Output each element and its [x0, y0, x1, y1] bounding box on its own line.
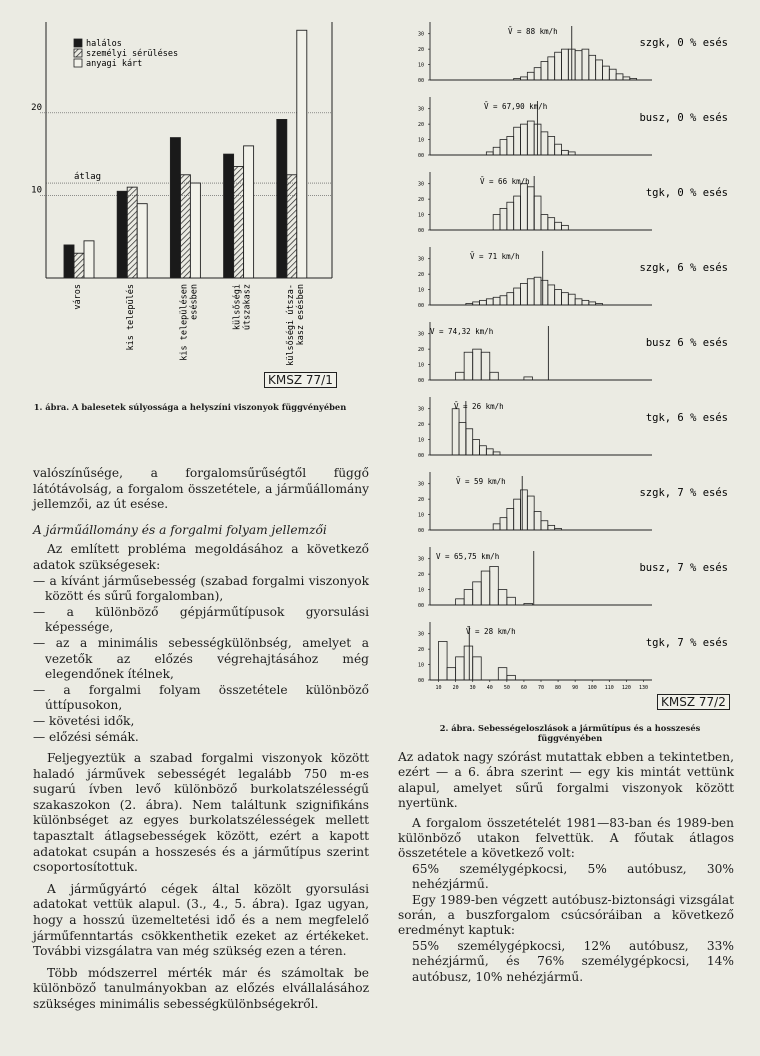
list-item: — a forgalmi folyam összetétele különböző úttípusokon,: [33, 682, 369, 713]
y-tick-label: 10: [418, 287, 425, 294]
mean-label: V̄ = 26 km/h: [454, 402, 504, 411]
histogram-bar: [481, 571, 490, 605]
histogram-bar: [464, 646, 473, 680]
histogram-bar: [456, 657, 465, 680]
histogram-bar: [555, 222, 562, 230]
paragraph: A forgalom összetételét 1981—83-ban és 1989-ben különböző utakon felvettük. A főutak átlagos összetétele a következő volt:: [398, 815, 734, 861]
figure-1-tag: KMSZ 77/1: [264, 372, 337, 388]
panel-label: szgk, 7 % esés: [639, 487, 728, 499]
bar: [224, 154, 234, 278]
x-tick-label: 10: [435, 685, 442, 691]
histogram-bar: [456, 599, 465, 605]
mean-label: V̄ = 71 km/h: [470, 252, 520, 261]
histogram-bar: [493, 215, 500, 230]
histogram-bar: [447, 668, 456, 680]
x-tick-label: 130: [638, 685, 648, 691]
histogram-bar: [596, 60, 603, 80]
histogram-bar: [555, 144, 562, 155]
histogram-panel: [418, 172, 728, 234]
histogram-panel: [418, 397, 728, 459]
paragraph: Az említett probléma megoldásához a következő adatok szükségesek:: [33, 542, 369, 572]
panel-label: tgk, 6 % esés: [645, 412, 728, 424]
histogram-bar: [498, 590, 507, 605]
x-tick-label: 60: [520, 685, 527, 691]
histogram-bar: [464, 590, 473, 605]
histogram-bar: [527, 121, 534, 155]
histogram-bar: [524, 603, 533, 605]
histogram-bar: [507, 136, 514, 155]
category-label: város: [73, 284, 83, 310]
y-tick-label: 30: [418, 31, 425, 38]
histogram-bar: [541, 215, 548, 230]
y-tick-label: 30: [418, 481, 425, 488]
category-label: kis település: [126, 284, 137, 351]
y-tick-label: 20: [31, 102, 42, 113]
bar: [180, 175, 190, 278]
section-heading: A járműállomány és a forgalmi folyam jellemzői: [33, 522, 327, 537]
histogram-bar: [514, 78, 521, 80]
histogram-bar: [548, 57, 555, 80]
mean-label: V̄ = 66 km/h: [480, 177, 530, 186]
mean-label: V̄ = 67,90 km/h: [484, 102, 548, 111]
histogram-bar: [481, 352, 490, 380]
mean-label: V̄ = 88 km/h: [508, 27, 558, 36]
panel-label: szgk, 0 % esés: [639, 37, 728, 49]
histogram-panel: [418, 247, 728, 309]
histogram-bar: [464, 352, 473, 380]
y-tick-label: 20: [418, 572, 425, 579]
panel-label: szgk, 6 % esés: [639, 262, 728, 274]
histogram-bar: [466, 429, 473, 455]
category-label: útszakasz: [242, 284, 253, 331]
histogram-bar: [630, 78, 637, 80]
mean-label: V = 65,75 km/h: [436, 552, 500, 561]
histogram-bar: [568, 294, 575, 305]
category-label: kasz esésben: [295, 284, 306, 346]
histogram-bar: [555, 52, 562, 80]
category-label: kis településen: [179, 284, 190, 361]
histogram-bar: [493, 147, 500, 155]
histogram-bar: [500, 208, 507, 230]
y-tick-label: 20: [418, 122, 425, 129]
y-tick-label: 00: [418, 303, 425, 309]
category-label: külsőségi: [232, 284, 243, 331]
x-tick-label: 100: [587, 685, 597, 691]
histogram-bar: [473, 302, 480, 305]
statistics-line: 65% személygépkocsi, 5% autóbusz, 30% nehézjármű.: [412, 861, 734, 892]
y-tick-label: 10: [418, 512, 425, 519]
bar: [117, 191, 127, 278]
x-tick-label: 30: [469, 685, 476, 691]
legend-label: személyi sérüléses: [86, 49, 179, 59]
list-item: — előzési sémák.: [33, 729, 139, 744]
histogram-bar: [473, 440, 480, 455]
figure-1-caption: 1. ábra. A balesetek súlyossága a helyszíni viszonyok függvényében: [33, 402, 347, 412]
histogram-bar: [555, 528, 562, 530]
histogram-bar: [452, 409, 459, 455]
histogram-bar: [521, 77, 528, 80]
histogram-bar: [602, 66, 609, 80]
figure-2: [400, 10, 735, 709]
histogram-bar: [596, 303, 603, 305]
histogram-bar: [561, 293, 568, 305]
panel-label: tgk, 0 % esés: [645, 187, 728, 199]
list-item: — a különböző gépjárműtípusok gyorsulási képessége,: [33, 604, 369, 635]
histogram-bar: [575, 51, 582, 80]
histogram-panel: [418, 622, 728, 684]
histogram-bar: [473, 349, 482, 380]
histogram-bar: [507, 202, 514, 230]
requirements-list: [33, 574, 369, 746]
histogram-bar: [548, 218, 555, 230]
histogram-bar: [616, 74, 623, 80]
x-tick-label: 20: [452, 685, 459, 691]
right-column-text: [398, 750, 734, 985]
list-item: — követési idők,: [33, 713, 135, 728]
histogram-bar: [498, 668, 507, 680]
histogram-bar: [589, 55, 596, 80]
y-tick-label: 10: [418, 212, 425, 219]
histogram-bar: [514, 499, 521, 530]
histogram-bar: [466, 303, 473, 305]
histogram-bar: [541, 280, 548, 305]
histogram-bar: [490, 372, 499, 380]
figure-2-chart: [400, 10, 735, 700]
y-tick-label: 10: [418, 137, 425, 144]
x-tick-label: 90: [572, 685, 579, 691]
histogram-bar: [480, 446, 487, 455]
list-item: — az a minimális sebességkülönbség, amelyet a vezetők az előzés végrehajtásához még elegendőnek ítélnek,: [33, 635, 369, 682]
panel-label: busz, 7 % esés: [639, 562, 728, 574]
histogram-bar: [486, 299, 493, 305]
bar: [137, 204, 147, 278]
histogram-bar: [582, 300, 589, 305]
y-tick-label: 30: [418, 256, 425, 263]
histogram-bar: [459, 423, 466, 455]
histogram-bar: [473, 582, 482, 605]
y-tick-label: 30: [418, 631, 425, 638]
list-item: — a kívánt járműsebesség (szabad forgalmi viszonyok között és sűrű forgalomban),: [33, 573, 369, 604]
histogram-panel: [418, 547, 728, 609]
legend-swatch: [74, 39, 82, 47]
paragraph: valószínűsége, a forgalomsűrűségtől függő látótávolság, a forgalom összetétele, a járműállomány jellemzői, az út esése.: [33, 466, 369, 512]
histogram-bar: [521, 283, 528, 305]
histogram-bar: [521, 184, 528, 230]
legend-label: anyagi kárt: [86, 59, 143, 69]
x-tick-label: 120: [621, 685, 631, 691]
y-tick-label: 20: [418, 197, 425, 204]
histogram-bar: [480, 300, 487, 305]
histogram-panel: [418, 472, 728, 534]
x-tick-label: 110: [604, 685, 614, 691]
panel-label: busz 6 % esés: [645, 337, 728, 349]
bar: [277, 119, 287, 278]
y-tick-label: 00: [418, 453, 425, 459]
histogram-bar: [493, 452, 500, 455]
bar: [84, 241, 94, 278]
mean-label: V = 74,32 km/h: [430, 327, 494, 336]
histogram-bar: [473, 657, 482, 680]
histogram-bar: [514, 196, 521, 230]
y-tick-label: 00: [418, 378, 425, 384]
y-tick-label: 30: [418, 556, 425, 563]
histogram-bar: [486, 449, 493, 455]
histogram-bar: [456, 372, 465, 380]
histogram-bar: [534, 68, 541, 80]
category-label: esésben: [189, 284, 200, 320]
histogram-panel: [418, 22, 728, 84]
histogram-bar: [527, 279, 534, 305]
y-tick-label: 10: [418, 587, 425, 594]
x-tick-label: 40: [486, 685, 493, 691]
bar: [74, 253, 84, 278]
histogram-bar: [507, 293, 514, 305]
histogram-bar: [507, 675, 516, 680]
bar: [234, 167, 244, 278]
histogram-bar: [507, 508, 514, 530]
histogram-panel: [418, 322, 728, 384]
y-tick-label: 20: [418, 47, 425, 54]
histogram-bar: [541, 61, 548, 80]
histogram-bar: [490, 566, 499, 605]
category-label: külsőségi útsza-: [285, 284, 296, 366]
y-tick-label: 20: [418, 272, 425, 279]
histogram-bar: [514, 288, 521, 305]
y-tick-label: 00: [418, 678, 425, 684]
paragraph: Egy 1989-ben végzett autóbusz-biztonsági vizsgálat során, a buszforgalom csúcsóráiban a következő eredményt kaptuk:: [398, 892, 734, 938]
x-tick-label: 50: [503, 685, 510, 691]
histogram-bar: [561, 49, 568, 80]
histogram-bar: [527, 72, 534, 80]
histogram-bar: [548, 525, 555, 530]
histogram-bar: [582, 49, 589, 80]
histogram-bar: [623, 77, 630, 80]
average-label: átlag: [74, 172, 102, 183]
y-tick-label: 20: [418, 347, 425, 354]
histogram-bar: [524, 377, 533, 380]
y-tick-label: 00: [418, 528, 425, 534]
y-tick-label: 00: [418, 228, 425, 234]
histogram-bar: [589, 302, 596, 305]
bar: [244, 146, 254, 278]
y-tick-label: 00: [418, 153, 425, 159]
bar: [190, 183, 200, 278]
bar: [127, 187, 137, 278]
bar: [287, 175, 297, 278]
histogram-bar: [548, 285, 555, 305]
figure-1-chart: [28, 14, 368, 384]
y-tick-label: 20: [418, 647, 425, 654]
histogram-bar: [500, 140, 507, 155]
mean-label: V̄ = 28 km/h: [466, 627, 516, 636]
y-tick-label: 30: [418, 406, 425, 413]
histogram-panel: [418, 97, 728, 159]
histogram-bar: [521, 124, 528, 155]
histogram-bar: [548, 136, 555, 155]
histogram-bar: [500, 296, 507, 305]
histogram-bar: [493, 524, 500, 530]
y-tick-label: 10: [418, 62, 425, 69]
bar: [170, 138, 180, 278]
histogram-bar: [527, 496, 534, 530]
y-tick-label: 10: [31, 185, 42, 196]
histogram-bar: [507, 597, 516, 605]
paragraph: Feljegyeztük a szabad forgalmi viszonyok között haladó járművek sebességét legalább 750 m-es sugarú ívben levő különböző burkolatszélességű szakaszokon (2. ábra). Nem találtunk szignifikáns különbséget az egyes burkolatszélességek mellett tapasztalt átlagsebességek között, ezért a kapott adatokat csupán a hosszesés és a járműtípus szerint csoportosítottuk.: [33, 751, 369, 875]
y-tick-label: 00: [418, 603, 425, 609]
histogram-bar: [493, 297, 500, 305]
histogram-bar: [527, 187, 534, 230]
histogram-bar: [486, 152, 493, 155]
panel-label: tgk, 7 % esés: [645, 637, 728, 649]
histogram-bar: [609, 69, 616, 80]
figure-2-tag: KMSZ 77/2: [657, 694, 730, 710]
y-tick-label: 30: [418, 181, 425, 188]
y-tick-label: 30: [418, 331, 425, 338]
paragraph: A járműgyártó cégek által közölt gyorsulási adatokat vettük alapul. (3., 4., 5. ábra). Igaz ugyan, hogy a hosszú üzemeltetési idő és a nem megfelelő járműfenntartás csökkenthetik ezeket az értékeket. További vizsgálatra van még szükség ezen a téren.: [33, 881, 369, 959]
mean-label: V̄ = 59 km/h: [456, 477, 506, 486]
histogram-bar: [541, 132, 548, 155]
histogram-bar: [534, 277, 541, 305]
y-tick-label: 20: [418, 422, 425, 429]
panel-label: busz, 0 % esés: [639, 112, 728, 124]
y-tick-label: 10: [418, 662, 425, 669]
paragraph: Az adatok nagy szórást mutattak ebben a tekintetben, ezért — a 6. ábra szerint — egy kis mintát vettünk alapul, amelyet sűrű forgalmi viszonyok között nyertünk.: [398, 750, 734, 811]
left-column-text: [33, 466, 369, 1013]
histogram-bar: [561, 150, 568, 155]
histogram-bar: [439, 641, 448, 680]
histogram-bar: [561, 225, 568, 230]
y-tick-label: 10: [418, 437, 425, 444]
statistics-line: 55% személygépkocsi, 12% autóbusz, 33% nehézjármű, és 76% személygépkocsi, 14% autóbusz, 10% nehézjármű.: [412, 938, 734, 984]
y-tick-label: 00: [418, 78, 425, 84]
histogram-bar: [541, 521, 548, 530]
paragraph: Több módszerrel mérték már és számoltak be különböző tanulmányokban az előzés elvállalásához szükséges minimális sebességkülönbségekről.: [33, 965, 369, 1011]
x-tick-label: 80: [555, 685, 562, 691]
legend-label: halálos: [86, 39, 122, 49]
bar: [297, 30, 307, 278]
y-tick-label: 10: [418, 362, 425, 369]
y-tick-label: 20: [418, 497, 425, 504]
x-tick-label: 70: [537, 685, 545, 691]
histogram-bar: [514, 127, 521, 155]
histogram-bar: [500, 518, 507, 530]
histogram-bar: [521, 490, 528, 530]
histogram-bar: [534, 196, 541, 230]
legend-swatch: [74, 49, 82, 57]
bar: [64, 245, 74, 278]
histogram-bar: [568, 152, 575, 155]
histogram-bar: [555, 290, 562, 305]
y-tick-label: 30: [418, 106, 425, 113]
figure-2-caption: 2. ábra. Sebességeloszlások a járműtípus és a hosszesés függvényében: [439, 723, 701, 743]
histogram-bar: [534, 511, 541, 530]
figure-1: [28, 14, 368, 387]
legend-swatch: [74, 59, 82, 67]
histogram-bar: [575, 299, 582, 305]
